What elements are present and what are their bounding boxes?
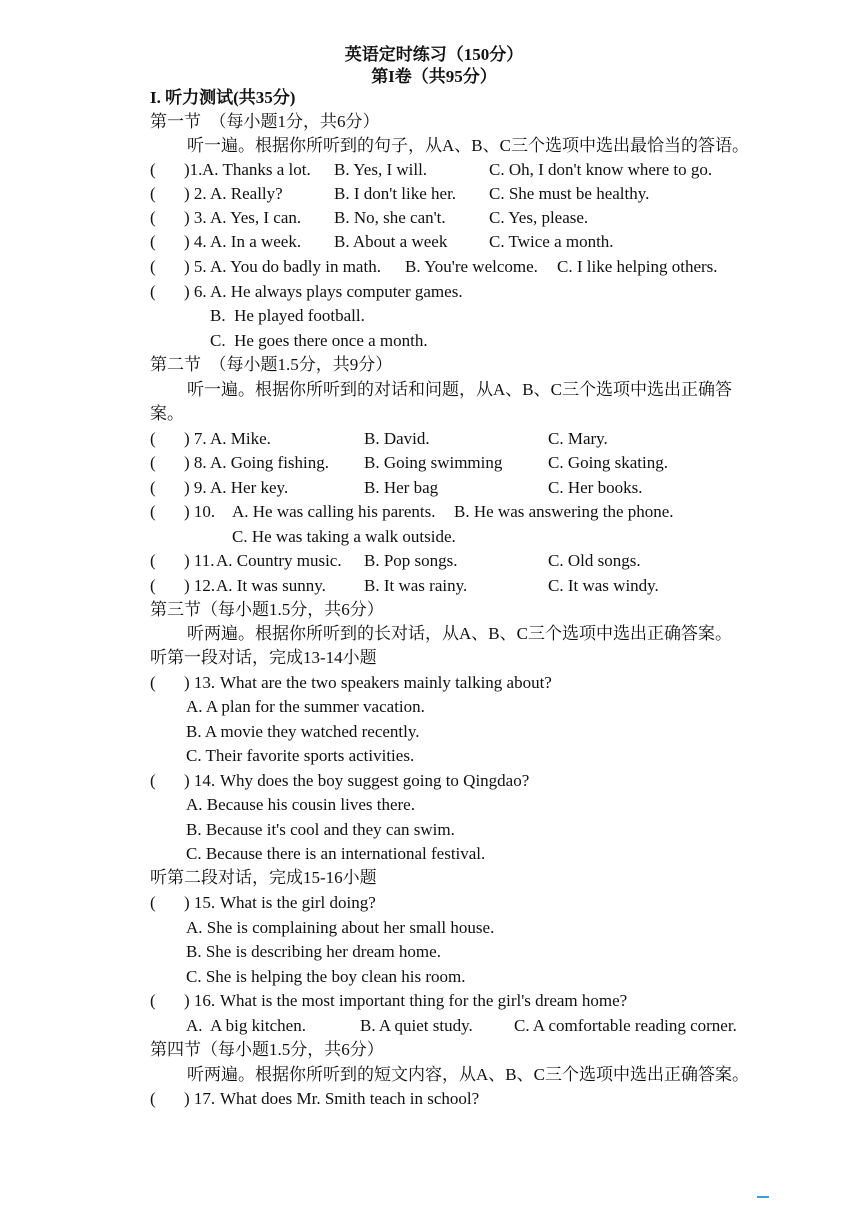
question-8 — [150, 451, 850, 475]
option-b: B. Going swimming — [364, 453, 503, 472]
scan-mark — [757, 1196, 769, 1198]
section-3-instruction: 听两遍。根据你所听到的长对话，从A、B、C三个选项中选出正确答案。 — [187, 624, 732, 643]
option-b: B. It was rainy. — [364, 576, 468, 595]
dialogue-2-heading: 听第二段对话，完成15-16小题 — [150, 868, 377, 887]
option-c: C. Going skating. — [548, 453, 668, 472]
question-6-option-b: B. He played football. — [210, 306, 365, 325]
question-14-option-c: C. Because there is an international festival. — [186, 844, 486, 863]
question-text: What is the most important thing for the girl's dream home? — [220, 991, 628, 1010]
exam-subtitle: 第I卷（共95分） — [371, 67, 497, 86]
answer-bracket[interactable]: ( — [150, 208, 156, 227]
question-number: ) 9. — [184, 478, 207, 497]
answer-bracket[interactable]: ( — [150, 478, 156, 497]
part-heading: I. 听力测试(共35分) — [150, 88, 296, 107]
question-number: ) 14. — [184, 771, 216, 790]
question-10-option-c: C. He was taking a walk outside. — [232, 527, 456, 546]
question-6 — [150, 280, 850, 304]
option-c: C. Twice a month. — [489, 232, 614, 251]
question-5 — [150, 255, 850, 279]
question-3 — [150, 206, 850, 230]
section-2-instruction: 听一遍。根据你所听到的对话和问题，从A、B、C三个选项中选出正确答 — [187, 380, 732, 399]
question-number: )1. — [184, 160, 203, 179]
question-11 — [150, 549, 850, 573]
option-a: A. He always plays computer games. — [210, 282, 463, 301]
option-b: B. He was answering the phone. — [454, 502, 674, 521]
question-number: ) 3. — [184, 208, 207, 227]
option-c: C. It was windy. — [548, 576, 659, 595]
section-3-heading: 第三节（每小题1.5分，共6分） — [150, 600, 384, 619]
answer-bracket[interactable]: ( — [150, 429, 156, 448]
question-number: ) 7. — [184, 429, 207, 448]
question-13-option-a: A. A plan for the summer vacation. — [186, 697, 425, 716]
question-1 — [150, 158, 850, 182]
answer-bracket[interactable]: ( — [150, 282, 156, 301]
question-number: ) 4. — [184, 232, 207, 251]
question-14-option-b: B. Because it's cool and they can swim. — [186, 820, 455, 839]
question-2 — [150, 182, 850, 206]
option-b: B. Yes, I will. — [334, 160, 428, 179]
question-16 — [150, 989, 850, 1013]
option-c: C. A comfortable reading corner. — [514, 1016, 737, 1035]
section-4-heading: 第四节（每小题1.5分，共6分） — [150, 1040, 384, 1059]
question-number: ) 11. — [184, 551, 215, 570]
question-number: ) 13. — [184, 673, 216, 692]
section-2-heading: 第二节 （每小题1.5分，共9分） — [150, 355, 393, 374]
question-6-option-c: C. He goes there once a month. — [210, 331, 428, 350]
question-9 — [150, 476, 850, 500]
option-b: B. About a week — [334, 232, 448, 251]
question-7 — [150, 427, 850, 451]
question-13 — [150, 671, 850, 695]
question-number: ) 10. — [184, 502, 216, 521]
option-b: B. David. — [364, 429, 430, 448]
question-number: ) 5. — [184, 257, 207, 276]
option-a: A. It was sunny. — [216, 576, 326, 595]
question-14-option-a: A. Because his cousin lives there. — [186, 795, 415, 814]
option-b: B. Pop songs. — [364, 551, 458, 570]
answer-bracket[interactable]: ( — [150, 453, 156, 472]
option-b: B. A quiet study. — [360, 1016, 473, 1035]
section-4-instruction: 听两遍。根据你所听到的短文内容，从A、B、C三个选项中选出正确答案。 — [187, 1065, 749, 1084]
option-c: C. Old songs. — [548, 551, 641, 570]
answer-bracket[interactable]: ( — [150, 576, 156, 595]
question-number: ) 12. — [184, 576, 216, 595]
answer-bracket[interactable]: ( — [150, 771, 156, 790]
option-a: A. Yes, I can. — [210, 208, 302, 227]
question-15-option-c: C. She is helping the boy clean his room. — [186, 967, 466, 986]
question-14 — [150, 769, 850, 793]
option-c: C. Yes, please. — [489, 208, 589, 227]
option-c: C. I like helping others. — [557, 257, 718, 276]
section-1-heading: 第一节 （每小题1分，共6分） — [150, 112, 380, 131]
exam-title: 英语定时练习（150分） — [344, 45, 524, 64]
option-b: B. No, she can't. — [334, 208, 446, 227]
answer-bracket[interactable]: ( — [150, 502, 156, 521]
answer-bracket[interactable]: ( — [150, 551, 156, 570]
answer-bracket[interactable]: ( — [150, 257, 156, 276]
question-15-option-a: A. She is complaining about her small house. — [186, 918, 495, 937]
answer-bracket[interactable]: ( — [150, 160, 156, 179]
question-text: What does Mr. Smith teach in school? — [220, 1089, 480, 1108]
option-b: B. Her bag — [364, 478, 439, 497]
option-a: A. You do badly in math. — [210, 257, 381, 276]
option-a: A. Her key. — [210, 478, 289, 497]
dialogue-1-heading: 听第一段对话，完成13-14小题 — [150, 648, 377, 667]
option-c: C. Mary. — [548, 429, 608, 448]
answer-bracket[interactable]: ( — [150, 232, 156, 251]
question-17 — [150, 1087, 850, 1111]
question-number: ) 8. — [184, 453, 207, 472]
option-c: C. Her books. — [548, 478, 643, 497]
question-number: ) 15. — [184, 893, 216, 912]
option-c: C. She must be healthy. — [489, 184, 650, 203]
question-4 — [150, 230, 850, 254]
question-number: ) 17. — [184, 1089, 216, 1108]
question-15 — [150, 891, 850, 915]
section-2-instruction-cont: 案。 — [150, 404, 184, 423]
question-number: ) 2. — [184, 184, 207, 203]
option-a: A. He was calling his parents. — [232, 502, 436, 521]
answer-bracket[interactable]: ( — [150, 991, 156, 1010]
option-b: B. I don't like her. — [334, 184, 457, 203]
question-text: What is the girl doing? — [220, 893, 376, 912]
section-1-instruction: 听一遍。根据你所听到的句子，从A、B、C三个选项中选出最恰当的答语。 — [187, 136, 749, 155]
question-10 — [150, 500, 850, 524]
question-13-option-c: C. Their favorite sports activities. — [186, 746, 415, 765]
answer-bracket[interactable]: ( — [150, 893, 156, 912]
question-15-option-b: B. She is describing her dream home. — [186, 942, 441, 961]
question-text: Why does the boy suggest going to Qingdao? — [220, 771, 530, 790]
question-12 — [150, 574, 850, 598]
option-a: A. Really? — [210, 184, 283, 203]
question-number: ) 16. — [184, 991, 216, 1010]
option-b: B. You're welcome. — [405, 257, 538, 276]
option-a: A. Going fishing. — [210, 453, 329, 472]
option-a: A. Thanks a lot. — [202, 160, 311, 179]
question-number: ) 6. — [184, 282, 207, 301]
question-text: What are the two speakers mainly talking about? — [220, 673, 552, 692]
option-a: A. Mike. — [210, 429, 271, 448]
option-a: A. In a week. — [210, 232, 302, 251]
option-c: C. Oh, I don't know where to go. — [489, 160, 713, 179]
option-a: A. Country music. — [216, 551, 342, 570]
option-a: A. A big kitchen. — [186, 1016, 306, 1035]
answer-bracket[interactable]: ( — [150, 184, 156, 203]
question-13-option-b: B. A movie they watched recently. — [186, 722, 420, 741]
question-16-options — [186, 1014, 786, 1038]
answer-bracket[interactable]: ( — [150, 1089, 156, 1108]
answer-bracket[interactable]: ( — [150, 673, 156, 692]
